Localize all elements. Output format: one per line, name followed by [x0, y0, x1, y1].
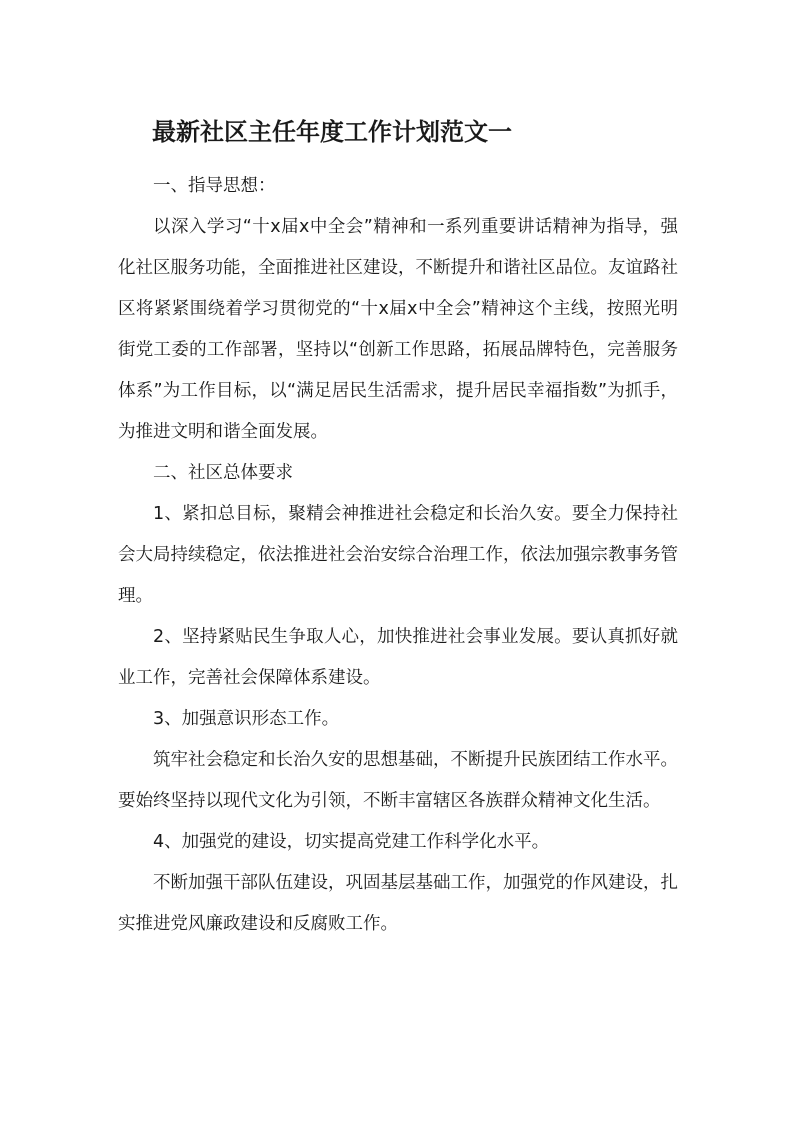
document-title: 最新社区主任年度工作计划范文一: [152, 118, 512, 146]
section-heading-overall-requirements: 二、社区总体要求: [153, 463, 293, 483]
document-page: [118, 112, 678, 945]
requirement-item-3: 3、加强意识形态工作。: [153, 709, 340, 729]
requirement-item-2: 2、坚持紧贴民生争取人心，加快推进社会事业发展。要认真抓好就业工作，完善社会保障体系建设。: [118, 627, 678, 688]
requirement-item-1: 1、紧扣总目标，聚精会神推进社会稳定和长治久安。要全力保持社会大局持续稳定，依法推进社会治安综合治理工作，依法加强宗教事务管理。: [118, 504, 678, 606]
requirement-item-4-detail: 不断加强干部队伍建设，巩固基层基础工作，加强党的作风建设，扎实推进党风廉政建设和反腐败工作。: [118, 873, 678, 934]
requirement-item-4: 4、加强党的建设，切实提高党建工作科学化水平。: [153, 832, 550, 852]
requirement-item-3-detail: 筑牢社会稳定和长治久安的思想基础，不断提升民族团结工作水平。要始终坚持以现代文化为引领，不断丰富辖区各族群众精神文化生活。: [118, 750, 678, 811]
section-heading-guiding-thought: 一、指导思想：: [153, 176, 276, 196]
paragraph-guiding-thought: 以深入学习“十x届x中全会”精神和一系列重要讲话精神为指导，强化社区服务功能，全面推进社区建设，不断提升和谐社区品位。友谊路社区将紧紧围绕着学习贯彻党的“十x届x中全会”精神这个主线，按照光明街党工委的工作部署，坚持以“创新工作思路，拓展品牌特色，完善服务体系”为工作目标，以“满足居民生活需求，提升居民幸福指数”为抓手，为推进文明和谐全面发展。: [118, 217, 678, 442]
